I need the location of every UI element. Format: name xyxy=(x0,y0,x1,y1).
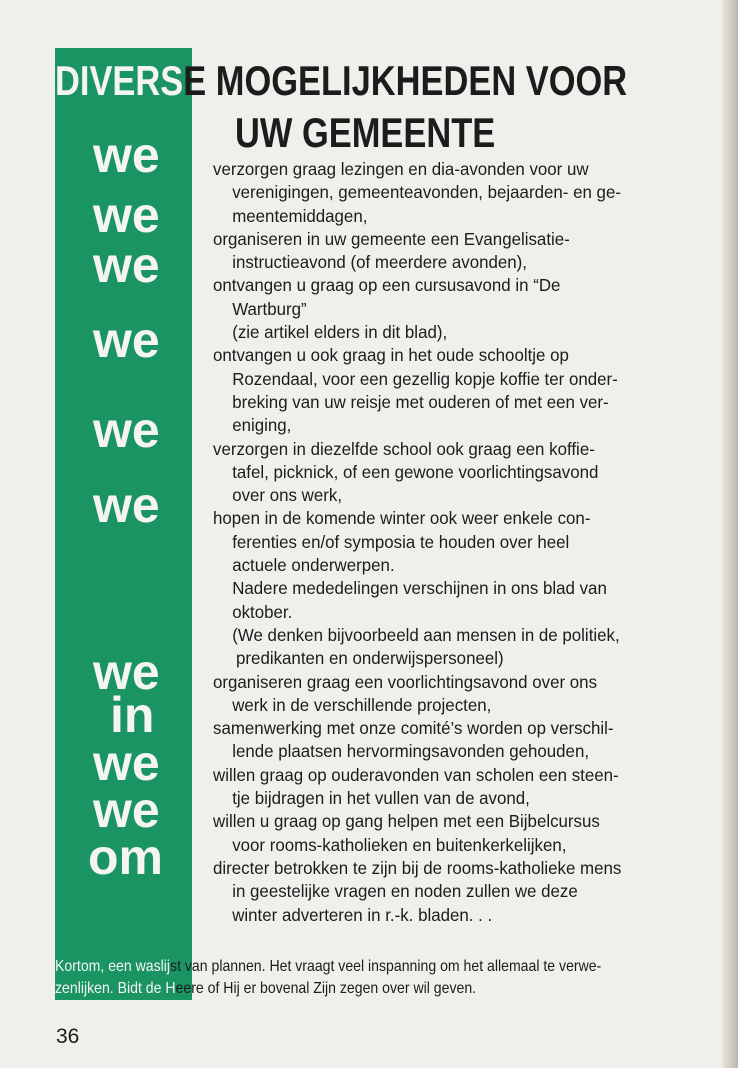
title-line-1 xyxy=(55,57,628,104)
sidebar-word: we xyxy=(93,402,160,458)
body-line: directer betrokken te zijn bij de rooms-katholieke mens xyxy=(213,857,622,878)
sidebar-word: we xyxy=(93,127,160,183)
footer-line-2 xyxy=(55,980,476,998)
body-line: verenigingen, gemeenteavonden, bejaarden- en ge- xyxy=(232,182,621,203)
body-line: predikanten en onderwijspersoneel) xyxy=(236,648,504,669)
page-number: 36 xyxy=(56,1025,80,1048)
sidebar-word: we xyxy=(93,312,160,368)
footer-on-bar: Kortom, een waslij xyxy=(55,958,171,975)
sidebar-word: in xyxy=(110,687,155,743)
body-line: ferenties en/of symposia te houden over heel xyxy=(232,531,570,552)
body-line: voor rooms-katholieken en buitenkerkelijken, xyxy=(232,834,567,855)
body-line: over ons werk, xyxy=(232,485,343,506)
body-line: Nadere mededelingen verschijnen in ons blad van xyxy=(232,578,607,599)
footer-line-1 xyxy=(55,958,601,976)
footer-on-bar: zenlijken. Bidt de H xyxy=(55,980,176,997)
sidebar-word: we xyxy=(93,237,160,293)
body-line: werk in de verschillende projecten, xyxy=(232,694,492,715)
body-line: winter adverteren in r.-k. bladen. . . xyxy=(232,904,493,925)
body-line: tafel, picknick, of een gewone voorlichtingsavond xyxy=(232,461,599,482)
sidebar-word: we xyxy=(93,187,160,243)
body-line: organiseren in uw gemeente een Evangelisatie- xyxy=(213,228,570,249)
body-line: samenwerking met onze comité’s worden op verschil- xyxy=(213,718,614,739)
body-line: in geestelijke vragen en noden zullen we deze xyxy=(232,881,578,902)
body-line: instructieavond (of meerdere avonden), xyxy=(232,252,528,273)
body-line: organiseren graag een voorlichtingsavond over ons xyxy=(213,671,598,692)
body-line: verzorgen graag lezingen en dia-avonden voor uw xyxy=(213,159,589,179)
body-line: ontvangen u ook graag in het oude schooltje op xyxy=(213,345,569,366)
body-line: hopen in de komende winter ook weer enkele con- xyxy=(213,508,591,529)
sidebar-word: om xyxy=(88,829,163,885)
body-line: ontvangen u graag op een cursusavond in “De xyxy=(213,275,561,296)
body-line: eniging, xyxy=(232,415,292,436)
title-on-bar: DIVERS xyxy=(55,57,184,104)
body-line: (zie artikel elders in dit blad), xyxy=(232,322,448,343)
body-line: lende plaatsen hervormingsavonden gehouden, xyxy=(232,741,590,762)
title-line-2: UW GEMEENTE xyxy=(235,109,496,156)
page-edge-shadow xyxy=(722,0,738,1068)
sidebar-word: we xyxy=(93,477,160,533)
body-line: breking van uw reisje met ouderen of met een ver- xyxy=(232,391,609,412)
body-line: tje bijdragen in het vullen van de avond, xyxy=(232,788,530,809)
title-rest: E MOGELIJKHEDEN VOOR xyxy=(183,57,628,104)
body-line: willen u graag op gang helpen met een Bijbelcursus xyxy=(213,811,600,832)
body-line: meentemiddagen, xyxy=(232,205,368,226)
sidebar-word: we xyxy=(93,782,160,838)
body-line: oktober. xyxy=(232,601,293,622)
body-line: actuele onderwerpen. xyxy=(232,555,395,576)
footer-rest: st van plannen. Het vraagt veel inspanning om het allemaal te verwe- xyxy=(170,958,602,975)
body-line: Wartburg” xyxy=(232,298,307,319)
body-list xyxy=(213,158,621,927)
footer-rest: eere of Hij er bovenal Zijn zegen over wil geven. xyxy=(175,980,477,997)
body-line: willen graag op ouderavonden van scholen een steen- xyxy=(213,764,619,785)
sidebar-word: we xyxy=(93,644,160,700)
body-line: (We denken bijvoorbeeld aan mensen in de politiek, xyxy=(232,624,620,645)
body-line: Rozendaal, voor een gezellig kopje koffie ter onder- xyxy=(232,368,618,389)
sidebar-word: we xyxy=(93,735,160,791)
body-line: verzorgen in diezelfde school ook graag een koffie- xyxy=(213,438,595,459)
